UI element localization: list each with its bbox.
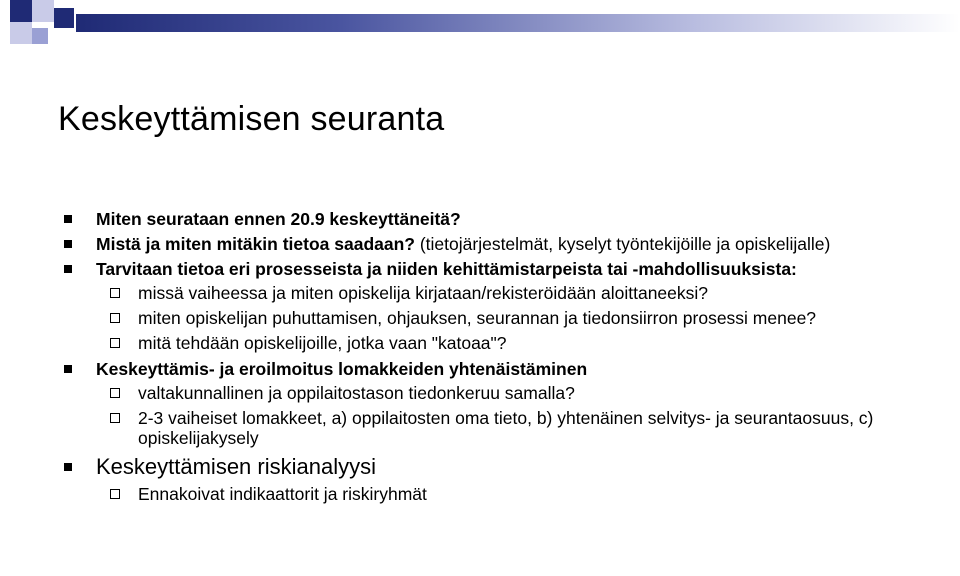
bullet-item xyxy=(62,208,942,230)
bullet-text: Mistä ja miten mitäkin tietoa saadaan? xyxy=(96,234,415,254)
bullet-extra-text: (tietojärjestelmät, kyselyt työntekijöille ja opiskelijalle) xyxy=(414,234,831,254)
square-bullet-icon xyxy=(64,215,72,223)
sub-list xyxy=(96,484,942,504)
hollow-square-bullet-icon xyxy=(110,313,120,323)
bullet-text: Keskeyttämisen riskianalyysi xyxy=(96,454,376,479)
sub-item xyxy=(62,484,942,504)
bullet-item xyxy=(62,233,942,255)
sub-item-text: valtakunnallinen ja oppilaitostason tiedonkeruu samalla? xyxy=(138,383,575,403)
square-bullet-icon xyxy=(64,463,72,471)
hollow-square-bullet-icon xyxy=(110,413,120,423)
bullet-list xyxy=(62,208,942,509)
decor-square xyxy=(10,0,32,22)
sub-item xyxy=(62,308,942,328)
decor-square xyxy=(32,0,54,22)
hollow-square-bullet-icon xyxy=(110,489,120,499)
sub-item xyxy=(62,283,942,303)
sub-item xyxy=(62,333,942,353)
square-bullet-icon xyxy=(64,365,72,373)
hollow-square-bullet-icon xyxy=(110,288,120,298)
decor-square xyxy=(54,8,74,28)
bullet-text: Miten seurataan ennen 20.9 keskeyttäneitä? xyxy=(96,209,461,229)
square-bullet-icon xyxy=(64,265,72,273)
square-bullet-icon xyxy=(64,240,72,248)
sub-item-text: Ennakoivat indikaattorit ja riskiryhmät xyxy=(138,484,427,504)
bullet-item xyxy=(62,258,942,353)
bullet-item xyxy=(62,358,942,448)
sub-item xyxy=(62,383,942,403)
header-gradient-bar xyxy=(76,14,960,32)
sub-item-text: mitä tehdään opiskelijoille, jotka vaan "katoaa"? xyxy=(138,333,507,353)
hollow-square-bullet-icon xyxy=(110,338,120,348)
bullet-item xyxy=(62,453,942,504)
sub-list xyxy=(96,283,942,353)
hollow-square-bullet-icon xyxy=(110,388,120,398)
sub-item-text: miten opiskelijan puhuttamisen, ohjauksen, seurannan ja tiedonsiirron prosessi menee? xyxy=(138,308,817,328)
sub-item xyxy=(62,408,942,448)
bullet-text: Tarvitaan tietoa eri prosesseista ja niiden kehittämistarpeista tai -mahdollisuuksista: xyxy=(96,259,797,279)
sub-item-text: missä vaiheessa ja miten opiskelija kirjataan/rekisteröidään aloittaneeksi? xyxy=(138,283,709,303)
decor-square xyxy=(32,28,48,44)
bullet-text: Keskeyttämis- ja eroilmoitus lomakkeiden yhtenäistäminen xyxy=(96,359,588,379)
slide-title: Keskeyttämisen seuranta xyxy=(58,100,445,138)
decor-square xyxy=(10,22,32,44)
sub-list xyxy=(96,383,942,448)
sub-item-text: 2-3 vaiheiset lomakkeet, a) oppilaitosten oma tieto, b) yhtenäinen selvitys- ja seurantaosuus, c) opiskelijakysely xyxy=(138,408,874,448)
